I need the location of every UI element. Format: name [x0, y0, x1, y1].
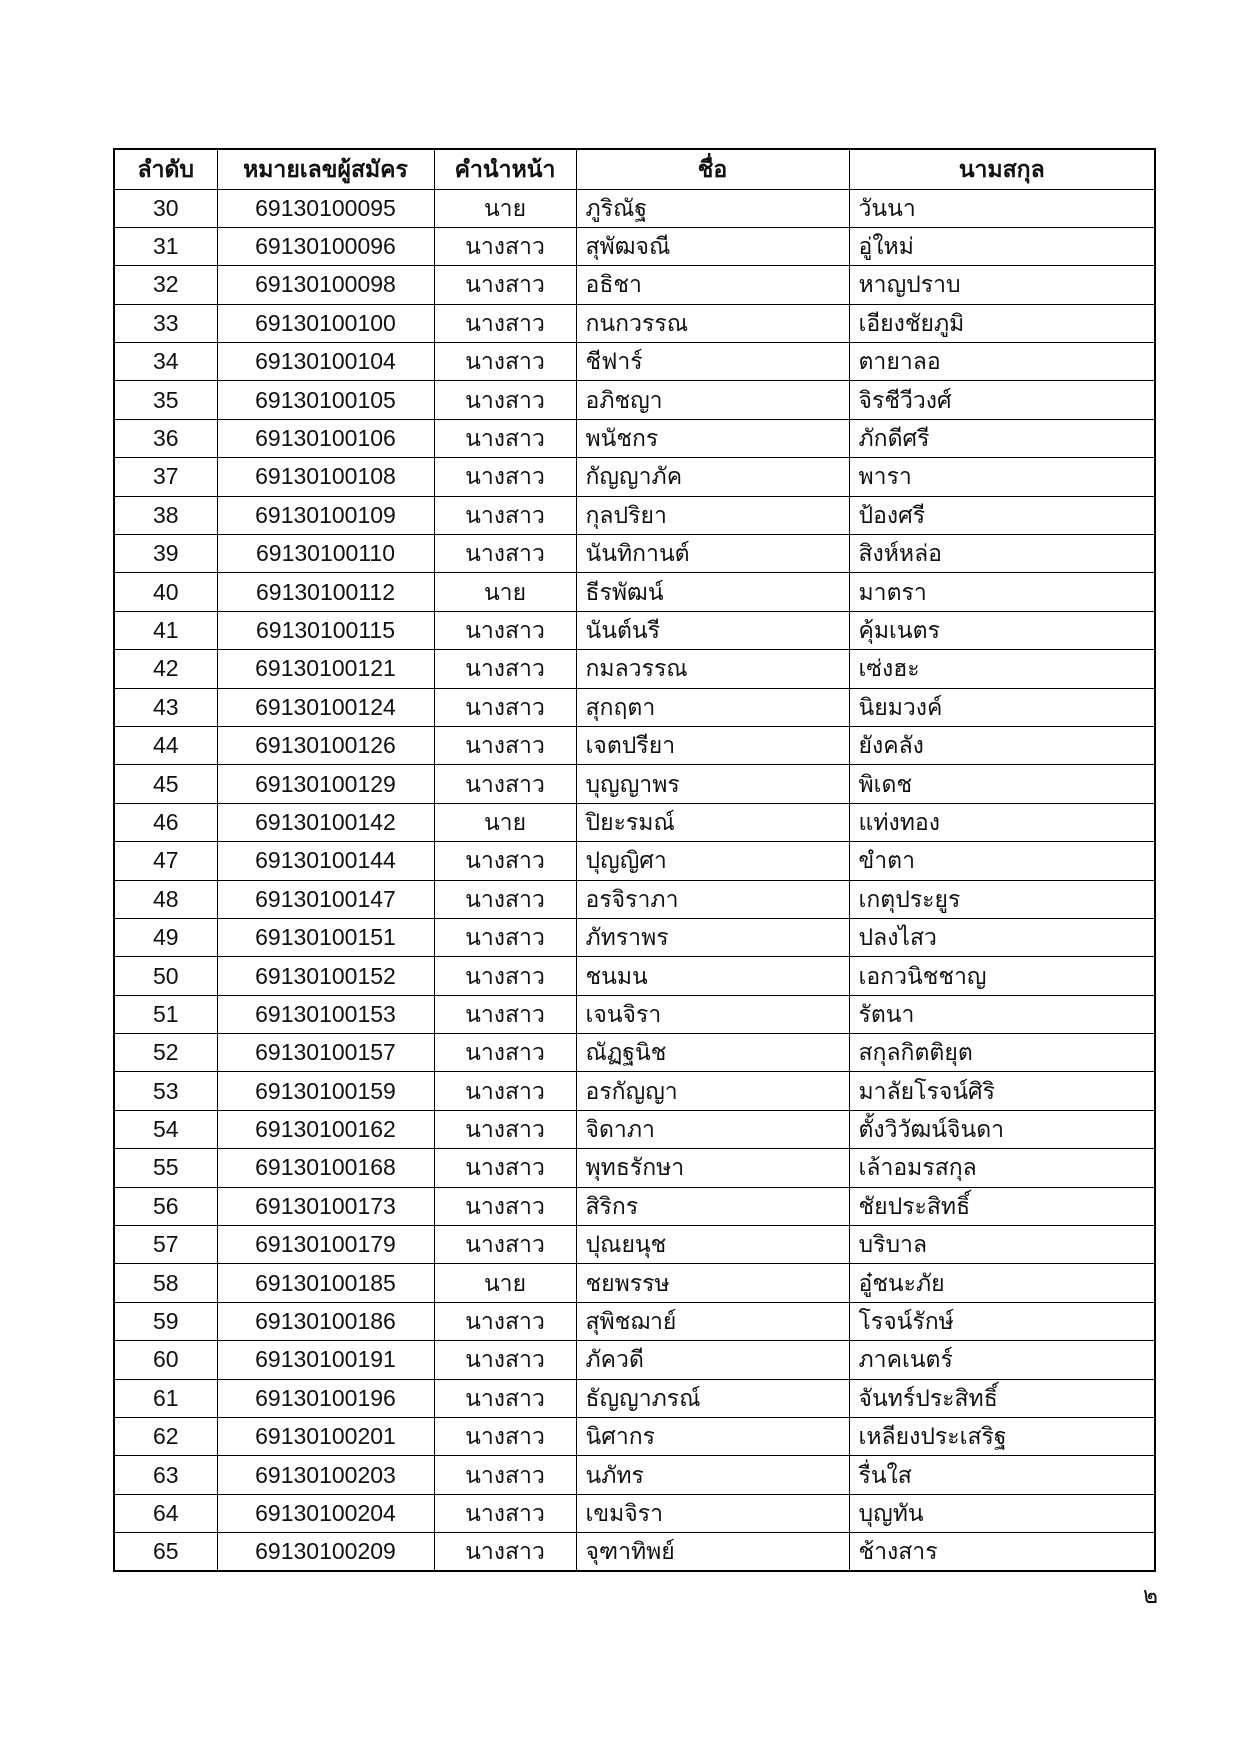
cell-title: นางสาว — [434, 1302, 576, 1340]
cell-order: 55 — [114, 1149, 217, 1187]
applicant-table-container — [113, 148, 1154, 1572]
cell-last-name: วันนา — [849, 189, 1155, 227]
cell-last-name: รื่นใส — [849, 1456, 1155, 1494]
cell-order: 56 — [114, 1187, 217, 1225]
cell-order: 43 — [114, 688, 217, 726]
cell-last-name: ตั้งวิวัฒน์จินดา — [849, 1110, 1155, 1148]
table-row — [114, 765, 1155, 803]
table-row — [114, 266, 1155, 304]
cell-applicant-no: 69130100201 — [217, 1418, 434, 1456]
cell-first-name: อรจิราภา — [576, 880, 849, 918]
cell-last-name: บุญทัน — [849, 1494, 1155, 1532]
cell-first-name: ชนมน — [576, 957, 849, 995]
cell-applicant-no: 69130100109 — [217, 496, 434, 534]
cell-title: นางสาว — [434, 611, 576, 649]
cell-title: นางสาว — [434, 458, 576, 496]
table-row — [114, 458, 1155, 496]
cell-last-name: ชัยประสิทธิ์ — [849, 1187, 1155, 1225]
cell-title: นางสาว — [434, 1034, 576, 1072]
cell-first-name: นิศากร — [576, 1418, 849, 1456]
cell-applicant-no: 69130100185 — [217, 1264, 434, 1302]
cell-order: 38 — [114, 496, 217, 534]
cell-first-name: ปุญญิศา — [576, 842, 849, 880]
cell-title: นางสาว — [434, 419, 576, 457]
cell-last-name: ป้องศรี — [849, 496, 1155, 534]
cell-last-name: มาตรา — [849, 573, 1155, 611]
cell-title: นางสาว — [434, 918, 576, 956]
cell-first-name: อภิชญา — [576, 381, 849, 419]
table-row — [114, 343, 1155, 381]
cell-title: นางสาว — [434, 343, 576, 381]
cell-title: นาย — [434, 803, 576, 841]
cell-applicant-no: 69130100153 — [217, 995, 434, 1033]
cell-last-name: นิยมวงค์ — [849, 688, 1155, 726]
cell-title: นางสาว — [434, 304, 576, 342]
cell-first-name: เจตปรียา — [576, 726, 849, 764]
cell-applicant-no: 69130100115 — [217, 611, 434, 649]
table-row — [114, 1418, 1155, 1456]
cell-first-name: กุลปริยา — [576, 496, 849, 534]
table-row — [114, 1379, 1155, 1417]
table-row — [114, 419, 1155, 457]
cell-first-name: นภัทร — [576, 1456, 849, 1494]
table-row — [114, 1072, 1155, 1110]
cell-first-name: ภัทราพร — [576, 918, 849, 956]
cell-title: นางสาว — [434, 1456, 576, 1494]
cell-title: นางสาว — [434, 535, 576, 573]
table-row — [114, 1533, 1155, 1571]
cell-title: นางสาว — [434, 1533, 576, 1571]
cell-last-name: สิงห์หล่อ — [849, 535, 1155, 573]
cell-last-name: จันทร์ประสิทธิ์ — [849, 1379, 1155, 1417]
cell-applicant-no: 69130100126 — [217, 726, 434, 764]
cell-first-name: กนกวรรณ — [576, 304, 849, 342]
cell-order: 50 — [114, 957, 217, 995]
cell-applicant-no: 69130100162 — [217, 1110, 434, 1148]
cell-order: 51 — [114, 995, 217, 1033]
cell-applicant-no: 69130100168 — [217, 1149, 434, 1187]
cell-last-name: ยังคลัง — [849, 726, 1155, 764]
cell-last-name: สกุลกิตติยุต — [849, 1034, 1155, 1072]
table-row — [114, 726, 1155, 764]
cell-last-name: จิรชีวีวงศ์ — [849, 381, 1155, 419]
cell-order: 34 — [114, 343, 217, 381]
cell-applicant-no: 69130100179 — [217, 1226, 434, 1264]
cell-applicant-no: 69130100104 — [217, 343, 434, 381]
table-row — [114, 227, 1155, 265]
cell-last-name: เซ่งฮะ — [849, 650, 1155, 688]
cell-order: 32 — [114, 266, 217, 304]
cell-last-name: รัตนา — [849, 995, 1155, 1033]
cell-last-name: ภาคเนตร์ — [849, 1341, 1155, 1379]
cell-title: นางสาว — [434, 957, 576, 995]
cell-order: 40 — [114, 573, 217, 611]
header-first-name: ชื่อ — [576, 149, 849, 189]
cell-title: นางสาว — [434, 1341, 576, 1379]
cell-applicant-no: 69130100105 — [217, 381, 434, 419]
cell-title: นางสาว — [434, 1110, 576, 1148]
table-row — [114, 650, 1155, 688]
cell-title: นางสาว — [434, 1072, 576, 1110]
cell-order: 57 — [114, 1226, 217, 1264]
page-number: ๒ — [1142, 1582, 1158, 1608]
cell-first-name: ปุณยนุช — [576, 1226, 849, 1264]
cell-order: 44 — [114, 726, 217, 764]
cell-applicant-no: 69130100152 — [217, 957, 434, 995]
cell-last-name: ช้างสาร — [849, 1533, 1155, 1571]
cell-first-name: ธีรพัฒน์ — [576, 573, 849, 611]
cell-applicant-no: 69130100112 — [217, 573, 434, 611]
cell-title: นางสาว — [434, 227, 576, 265]
cell-order: 39 — [114, 535, 217, 573]
cell-order: 60 — [114, 1341, 217, 1379]
cell-first-name: เขมจิรา — [576, 1494, 849, 1532]
cell-first-name: พุทธรักษา — [576, 1149, 849, 1187]
cell-order: 35 — [114, 381, 217, 419]
table-row — [114, 957, 1155, 995]
table-row — [114, 1034, 1155, 1072]
cell-first-name: นันต์นรี — [576, 611, 849, 649]
cell-order: 45 — [114, 765, 217, 803]
cell-first-name: บุญญาพร — [576, 765, 849, 803]
table-row — [114, 688, 1155, 726]
table-row — [114, 1341, 1155, 1379]
table-header-row — [114, 149, 1155, 189]
table-body — [114, 189, 1155, 1571]
cell-last-name: หาญปราบ — [849, 266, 1155, 304]
cell-last-name: ขำตา — [849, 842, 1155, 880]
cell-last-name: โรจน์รักษ์ — [849, 1302, 1155, 1340]
cell-last-name: เกตุประยูร — [849, 880, 1155, 918]
table-row — [114, 611, 1155, 649]
cell-applicant-no: 69130100186 — [217, 1302, 434, 1340]
cell-title: นางสาว — [434, 1187, 576, 1225]
cell-applicant-no: 69130100110 — [217, 535, 434, 573]
cell-applicant-no: 69130100147 — [217, 880, 434, 918]
cell-order: 62 — [114, 1418, 217, 1456]
table-row — [114, 918, 1155, 956]
cell-applicant-no: 69130100108 — [217, 458, 434, 496]
cell-last-name: เอกวนิชชาญ — [849, 957, 1155, 995]
cell-title: นางสาว — [434, 1226, 576, 1264]
cell-first-name: สิริกร — [576, 1187, 849, 1225]
cell-last-name: เหลียงประเสริฐ — [849, 1418, 1155, 1456]
cell-last-name: พารา — [849, 458, 1155, 496]
table-row — [114, 1149, 1155, 1187]
cell-order: 58 — [114, 1264, 217, 1302]
table-row — [114, 1456, 1155, 1494]
cell-applicant-no: 69130100204 — [217, 1494, 434, 1532]
cell-last-name: อู๋ชนะภัย — [849, 1264, 1155, 1302]
cell-title: นางสาว — [434, 1418, 576, 1456]
table-row — [114, 880, 1155, 918]
table-row — [114, 496, 1155, 534]
cell-order: 36 — [114, 419, 217, 457]
cell-applicant-no: 69130100157 — [217, 1034, 434, 1072]
cell-order: 42 — [114, 650, 217, 688]
table-row — [114, 573, 1155, 611]
cell-applicant-no: 69130100196 — [217, 1379, 434, 1417]
table-row — [114, 189, 1155, 227]
cell-title: นางสาว — [434, 995, 576, 1033]
cell-title: นางสาว — [434, 650, 576, 688]
cell-last-name: ตายาลอ — [849, 343, 1155, 381]
cell-title: นางสาว — [434, 266, 576, 304]
cell-order: 48 — [114, 880, 217, 918]
cell-title: นางสาว — [434, 381, 576, 419]
cell-order: 30 — [114, 189, 217, 227]
cell-title: นาย — [434, 573, 576, 611]
table-row — [114, 1187, 1155, 1225]
cell-order: 61 — [114, 1379, 217, 1417]
cell-last-name: ปลงไสว — [849, 918, 1155, 956]
table-row — [114, 1494, 1155, 1532]
cell-order: 31 — [114, 227, 217, 265]
cell-applicant-no: 69130100209 — [217, 1533, 434, 1571]
table-row — [114, 995, 1155, 1033]
cell-applicant-no: 69130100173 — [217, 1187, 434, 1225]
applicant-table — [113, 148, 1156, 1572]
cell-title: นางสาว — [434, 1149, 576, 1187]
cell-last-name: ภักดีศรี — [849, 419, 1155, 457]
cell-last-name: เล้าอมรสกุล — [849, 1149, 1155, 1187]
cell-applicant-no: 69130100106 — [217, 419, 434, 457]
cell-last-name: บริบาล — [849, 1226, 1155, 1264]
header-title: คำนำหน้า — [434, 149, 576, 189]
cell-last-name: คุ้มเนตร — [849, 611, 1155, 649]
cell-applicant-no: 69130100151 — [217, 918, 434, 956]
cell-first-name: กมลวรรณ — [576, 650, 849, 688]
cell-applicant-no: 69130100095 — [217, 189, 434, 227]
header-applicant-no: หมายเลขผู้สมัคร — [217, 149, 434, 189]
cell-first-name: อรกัญญา — [576, 1072, 849, 1110]
cell-title: นางสาว — [434, 496, 576, 534]
cell-first-name: สุพิชฌาย์ — [576, 1302, 849, 1340]
cell-applicant-no: 69130100144 — [217, 842, 434, 880]
cell-title: นางสาว — [434, 765, 576, 803]
cell-title: นางสาว — [434, 1494, 576, 1532]
cell-order: 47 — [114, 842, 217, 880]
cell-first-name: พนัชกร — [576, 419, 849, 457]
table-row — [114, 381, 1155, 419]
cell-order: 65 — [114, 1533, 217, 1571]
cell-first-name: ชีฟาร์ — [576, 343, 849, 381]
cell-first-name: ภูริณัฐ — [576, 189, 849, 227]
cell-order: 41 — [114, 611, 217, 649]
cell-order: 46 — [114, 803, 217, 841]
cell-last-name: เอียงชัยภูมิ — [849, 304, 1155, 342]
cell-first-name: ภัควดี — [576, 1341, 849, 1379]
table-row — [114, 842, 1155, 880]
header-order: ลำดับ — [114, 149, 217, 189]
cell-title: นางสาว — [434, 688, 576, 726]
cell-first-name: จุฑาทิพย์ — [576, 1533, 849, 1571]
cell-applicant-no: 69130100096 — [217, 227, 434, 265]
cell-applicant-no: 69130100124 — [217, 688, 434, 726]
cell-order: 63 — [114, 1456, 217, 1494]
cell-title: นางสาว — [434, 726, 576, 764]
header-last-name: นามสกุล — [849, 149, 1155, 189]
cell-applicant-no: 69130100159 — [217, 1072, 434, 1110]
table-row — [114, 1264, 1155, 1302]
cell-first-name: เจนจิรา — [576, 995, 849, 1033]
cell-order: 54 — [114, 1110, 217, 1148]
cell-title: นาย — [434, 189, 576, 227]
cell-last-name: พิเดช — [849, 765, 1155, 803]
cell-applicant-no: 69130100191 — [217, 1341, 434, 1379]
cell-last-name: อู่ใหม่ — [849, 227, 1155, 265]
cell-first-name: อธิชา — [576, 266, 849, 304]
cell-title: นางสาว — [434, 1379, 576, 1417]
cell-first-name: ณัฏฐนิช — [576, 1034, 849, 1072]
cell-title: นาย — [434, 1264, 576, 1302]
cell-order: 37 — [114, 458, 217, 496]
cell-applicant-no: 69130100121 — [217, 650, 434, 688]
cell-applicant-no: 69130100129 — [217, 765, 434, 803]
table-row — [114, 803, 1155, 841]
cell-last-name: มาลัยโรจน์ศิริ — [849, 1072, 1155, 1110]
cell-order: 49 — [114, 918, 217, 956]
cell-order: 52 — [114, 1034, 217, 1072]
cell-applicant-no: 69130100142 — [217, 803, 434, 841]
cell-first-name: กัญญาภัค — [576, 458, 849, 496]
cell-first-name: สุพัฒจณี — [576, 227, 849, 265]
cell-order: 59 — [114, 1302, 217, 1340]
cell-order: 33 — [114, 304, 217, 342]
table-row — [114, 1110, 1155, 1148]
cell-title: นางสาว — [434, 842, 576, 880]
cell-first-name: ชยพรรษ — [576, 1264, 849, 1302]
cell-first-name: ปิยะรมณ์ — [576, 803, 849, 841]
cell-first-name: นันทิกานต์ — [576, 535, 849, 573]
cell-last-name: แท่งทอง — [849, 803, 1155, 841]
cell-order: 53 — [114, 1072, 217, 1110]
table-row — [114, 1226, 1155, 1264]
table-row — [114, 1302, 1155, 1340]
cell-first-name: ธัญญาภรณ์ — [576, 1379, 849, 1417]
table-row — [114, 304, 1155, 342]
cell-title: นางสาว — [434, 880, 576, 918]
cell-first-name: สุกฤตา — [576, 688, 849, 726]
table-row — [114, 535, 1155, 573]
cell-first-name: จิดาภา — [576, 1110, 849, 1148]
cell-applicant-no: 69130100203 — [217, 1456, 434, 1494]
cell-order: 64 — [114, 1494, 217, 1532]
cell-applicant-no: 69130100098 — [217, 266, 434, 304]
cell-applicant-no: 69130100100 — [217, 304, 434, 342]
